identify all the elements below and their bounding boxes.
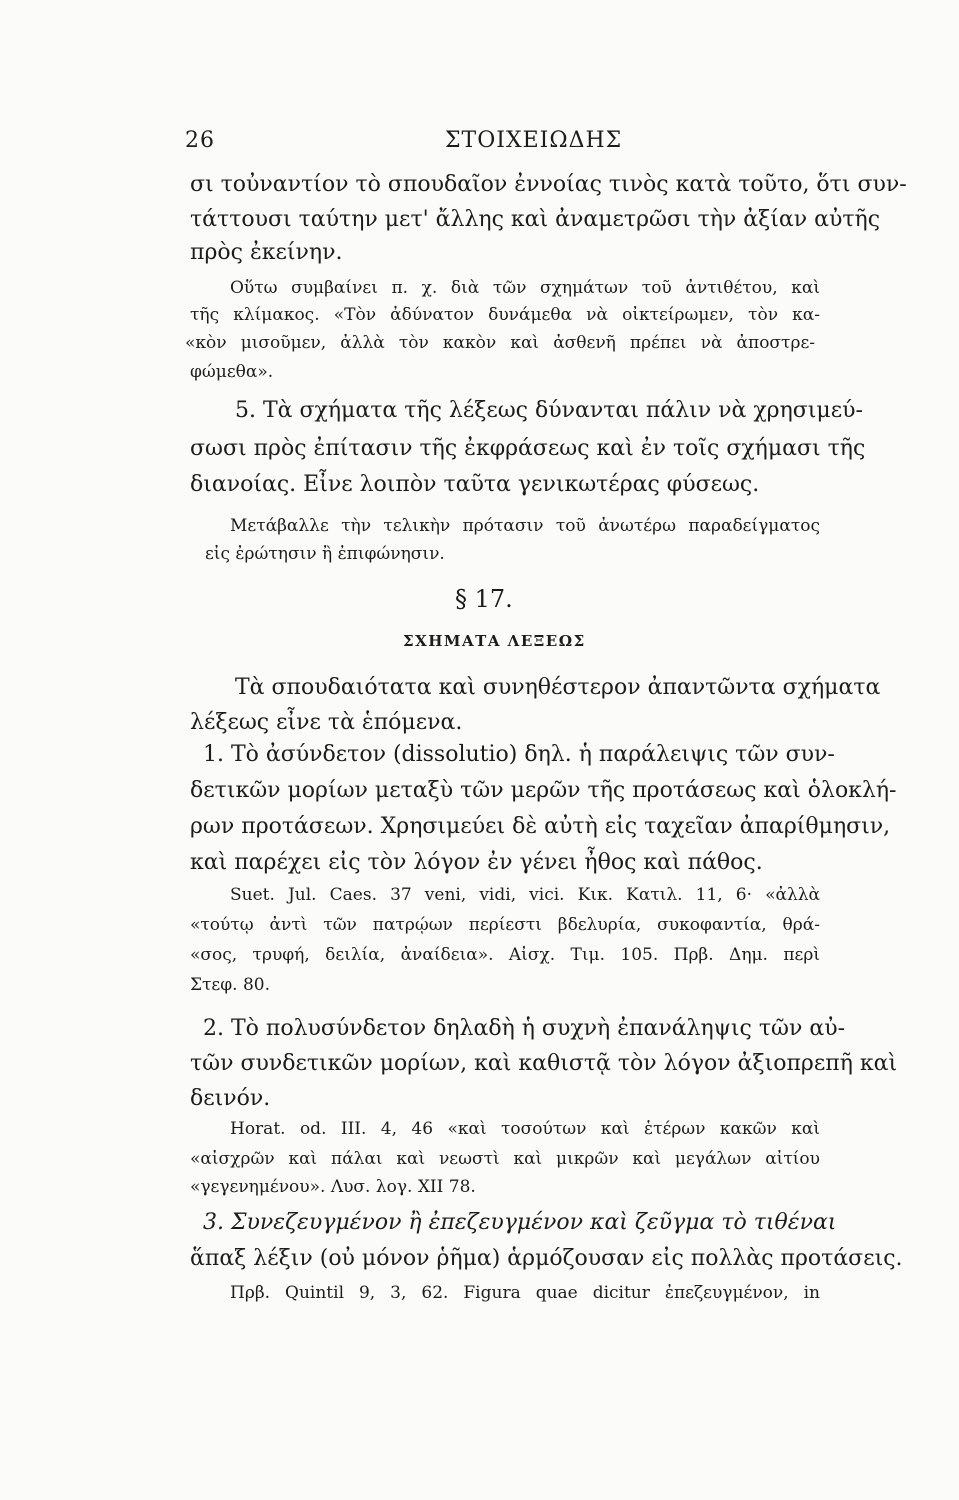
text-line: σωσι πρὸς ἐπίτασιν τῆς ἐκφράσεως καὶ ἐν τοῖς σχήμασι τῆς xyxy=(190,436,866,461)
text-line: Μετάβαλλε τὴν τελικὴν πρότασιν τοῦ ἀνωτέρω παραδείγματος xyxy=(230,516,820,536)
text-line: 3. Συνεζευγμένον ἢ ἐπεζευγμένον καὶ ζεῦγμα τὸ τιθέναι xyxy=(203,1210,837,1235)
text-line: «τούτῳ ἀντὶ τῶν πατρῴων περίεστι βδελυρία, συκοφαντία, θρά- xyxy=(190,915,820,935)
page-number: 26 xyxy=(185,128,215,153)
text-line: Suet. Jul. Caes. 37 veni, vidi, vici. Κικ. Κατιλ. 11, 6· «ἀλλὰ xyxy=(230,885,820,905)
text-line: Πρβ. Quintil 9, 3, 62. Figura quae dicitur ἐπεζευγμένον, in xyxy=(230,1283,820,1303)
text-line: 2. Τὸ πολυσύνδετον δηλαδὴ ἡ συχνὴ ἐπανάληψις τῶν αὐ- xyxy=(203,1016,846,1041)
text-line: «αἰσχρῶν καὶ πάλαι καὶ νεωστὶ καὶ μικρῶν καὶ μεγάλων αἰτίου xyxy=(190,1149,820,1169)
text-line: Τὰ σπουδαιότατα καὶ συνηθέστερον ἀπαντῶντα σχήματα xyxy=(235,675,881,700)
running-title: ΣΤΟΙΧΕΙΩΔΗΣ xyxy=(445,128,623,153)
text-line: 5. Τὰ σχήματα τῆς λέξεως δύνανται πάλιν νὰ χρησιμεύ- xyxy=(235,398,863,423)
text-line: εἰς ἐρώτησιν ἢ ἐπιφώνησιν. xyxy=(205,544,445,564)
text-line: τῆς κλίμακος. «Τὸν ἀδύνατον δυνάμεθα νὰ οἰκτείρωμεν, τὸν κα- xyxy=(190,305,820,325)
text-line: Στεφ. 80. xyxy=(190,975,270,995)
text-line: ἅπαξ λέξιν (οὐ μόνον ῥῆμα) ἁρμόζουσαν εἰς πολλὰς προτάσεις. xyxy=(190,1246,903,1271)
text-line: «σος, τρυφή, δειλία, ἀναίδεια». Αἰσχ. Τιμ. 105. Πρβ. Δημ. περὶ xyxy=(190,945,820,965)
text-line: ρων προτάσεων. Χρησιμεύει δὲ αὐτὴ εἰς ταχεῖαν ἀπαρίθμησιν, xyxy=(190,814,891,839)
text-line: Οὕτω συμβαίνει π. χ. διὰ τῶν σχημάτων τοῦ ἀντιθέτου, καὶ xyxy=(230,278,820,298)
text-line: διανοίας. Εἶνε λοιπὸν ταῦτα γενικωτέρας φύσεως. xyxy=(190,472,760,497)
text-line: δεινόν. xyxy=(190,1086,271,1111)
text-line: πρὸς ἐκείνην. xyxy=(190,240,343,265)
section-title: ΣΧΗΜΑΤΑ ΛΕΞΕΩΣ xyxy=(403,632,586,650)
text-line: «κὸν μισοῦμεν, ἀλλὰ τὸν κακὸν καὶ ἀσθενῆ πρέπει νὰ ἀποστρε- xyxy=(185,333,815,353)
text-line: φώμεθα». xyxy=(190,362,274,382)
text-line: σι τοὐναντίον τὸ σπουδαῖον ἐννοίας τινὸς κατὰ τοῦτο, ὅτι συν- xyxy=(190,172,907,197)
text-line: «γεγενημένου». Λυσ. λογ. XII 78. xyxy=(190,1177,476,1197)
text-line: δετικῶν μορίων μεταξὺ τῶν μερῶν τῆς προτάσεως καὶ ὁλοκλή- xyxy=(190,778,897,803)
text-line: τάττουσι ταύτην μετ' ἄλλης καὶ ἀναμετρῶσι τὴν ἀξίαν αὐτῆς xyxy=(190,207,881,232)
text-line: Horat. od. III. 4, 46 «καὶ τοσούτων καὶ ἑτέρων κακῶν καὶ xyxy=(230,1119,820,1139)
text-line: τῶν συνδετικῶν μορίων, καὶ καθιστᾷ τὸν λόγον ἀξιοπρεπῆ καὶ xyxy=(190,1051,898,1076)
text-line: καὶ παρέχει εἰς τὸν λόγον ἐν γένει ἦθος καὶ πάθος. xyxy=(190,850,763,875)
text-line: 1. Τὸ ἀσύνδετον (dissolutio) δηλ. ἡ παράλειψις τῶν συν- xyxy=(203,742,835,767)
text-line: λέξεως εἶνε τὰ ἑπόμενα. xyxy=(190,710,463,735)
section-number: § 17. xyxy=(455,585,513,613)
